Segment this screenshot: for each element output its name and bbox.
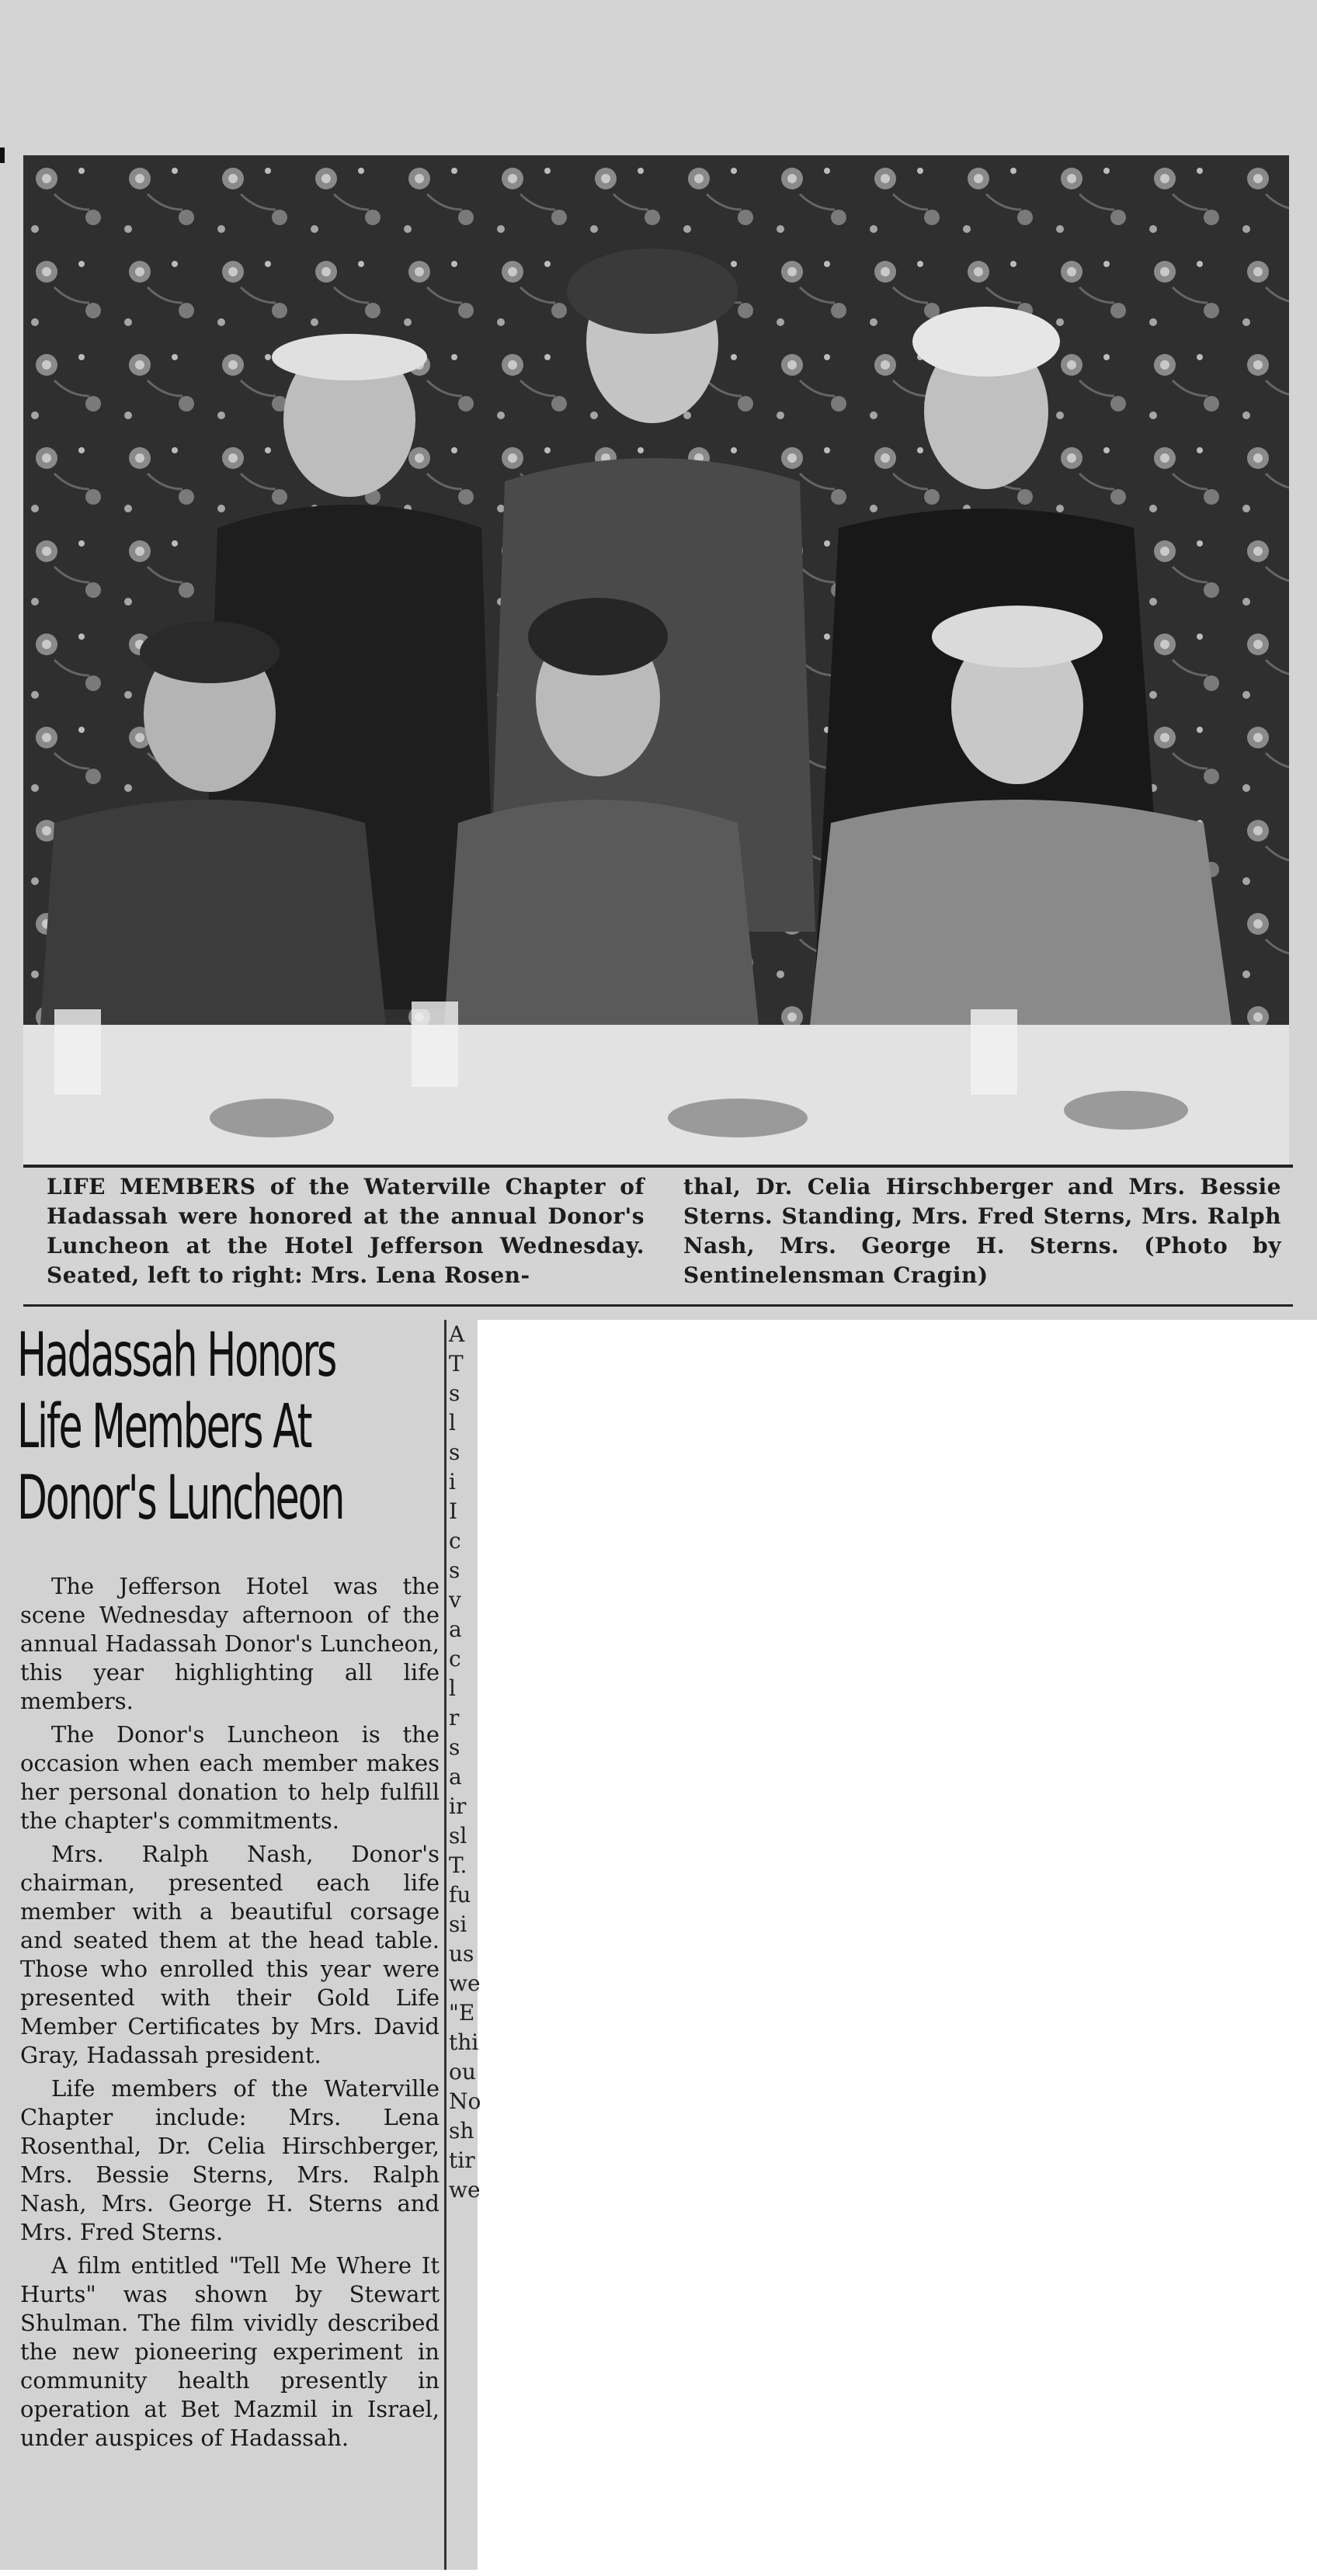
column-fragment: us (449, 1941, 474, 1967)
column-fragment: "E (449, 2000, 475, 2026)
column-fragment: i (449, 1469, 456, 1495)
column-fragment: fu (449, 1882, 471, 1908)
headline-line: Life Members At (17, 1392, 311, 1462)
column-fragment: c (449, 1646, 461, 1672)
photo-caption-left: LIFE MEMBERS of the Waterville Chapter of Hadassah were honored at the annual Donor's Luncheon at the Hotel Jefferson Wednesday. Seated, left to right: Mrs. Lena Rosen- (47, 1174, 645, 1288)
column-fragment: T (449, 1351, 464, 1377)
column-fragment: si (449, 1911, 467, 1937)
column-fragment: we (449, 1970, 481, 1996)
paper-edge-mark (0, 148, 5, 163)
column-fragment: I (449, 1498, 458, 1524)
article-paragraph: The Donor's Luncheon is the occasion when each member makes her personal donation to help fulfill the chapter's commitments. (20, 1721, 440, 1834)
article-paragraph: Mrs. Ralph Nash, Donor's chairman, presented each life member with a beautiful corsage and seated them at the head table. Those who enrolled this year were presented with their Gold Life Member Certificates by Mrs. David Gray, Hadassah president. (20, 1841, 440, 2068)
column-fragment: s (449, 1380, 460, 1406)
column-fragment: r (449, 1705, 460, 1731)
column-fragment: s (449, 1734, 460, 1760)
article-paragraph: The Jefferson Hotel was the scene Wednesday afternoon of the annual Hadassah Donor's Luncheon, this year highlighting all life members. (20, 1573, 440, 1714)
headline-line: Hadassah Honors (17, 1321, 336, 1390)
photo-caption-right: thal, Dr. Celia Hirschberger and Mrs. Bessie Sterns. Standing, Mrs. Fred Sterns, Mrs. Ralph Nash, Mrs. George H. Sterns. (Photo by Sentinelensman Cragin) (683, 1174, 1281, 1288)
group-photo-illustration (23, 155, 1289, 1165)
column-fragment: thi (449, 2029, 479, 2055)
article-headline (17, 1320, 344, 1534)
column-fragment: sh (449, 2118, 474, 2144)
column-fragment: ir (449, 1793, 467, 1819)
column-fragment: A (449, 1321, 465, 1347)
column-fragment: s (449, 1439, 460, 1465)
column-fragment: v (449, 1587, 461, 1613)
column-fragment: tir (449, 2147, 475, 2173)
group-photo (23, 155, 1289, 1165)
column-fragment: l (449, 1410, 456, 1436)
adjacent-column-fragments (449, 1320, 481, 2570)
column-divider (444, 1320, 447, 2570)
column-fragment: c (449, 1528, 461, 1554)
headline-line: Donor's Luncheon (17, 1463, 344, 1533)
column-fragment: ou (449, 2059, 476, 2085)
column-fragment: l (449, 1675, 456, 1701)
column-fragment: we (449, 2177, 481, 2203)
column-fragment: a (449, 1616, 462, 1642)
column-fragment: T. (449, 1852, 467, 1878)
column-fragment: a (449, 1764, 462, 1790)
column-fragment: No (449, 2088, 481, 2114)
caption-bottom-rule (23, 1304, 1293, 1307)
column-fragment: sl (449, 1823, 467, 1849)
caption-top-rule (23, 1165, 1293, 1168)
article-paragraph: Life members of the Waterville Chapter include: Mrs. Lena Rosenthal, Dr. Celia Hirschberger, Mrs. Bessie Sterns, Mrs. Ralph Nash, Mrs. George H. Sterns and Mrs. Fred Sterns. (20, 2075, 440, 2245)
article-body (20, 1572, 440, 2457)
article-paragraph: A film entitled "Tell Me Where It Hurts" was shown by Stewart Shulman. The film vividly described the new pioneering experiment in community health presently in operation at Bet Mazmil in Israel, under auspices of Hadassah. (20, 2252, 440, 2451)
column-fragment: s (449, 1557, 460, 1583)
